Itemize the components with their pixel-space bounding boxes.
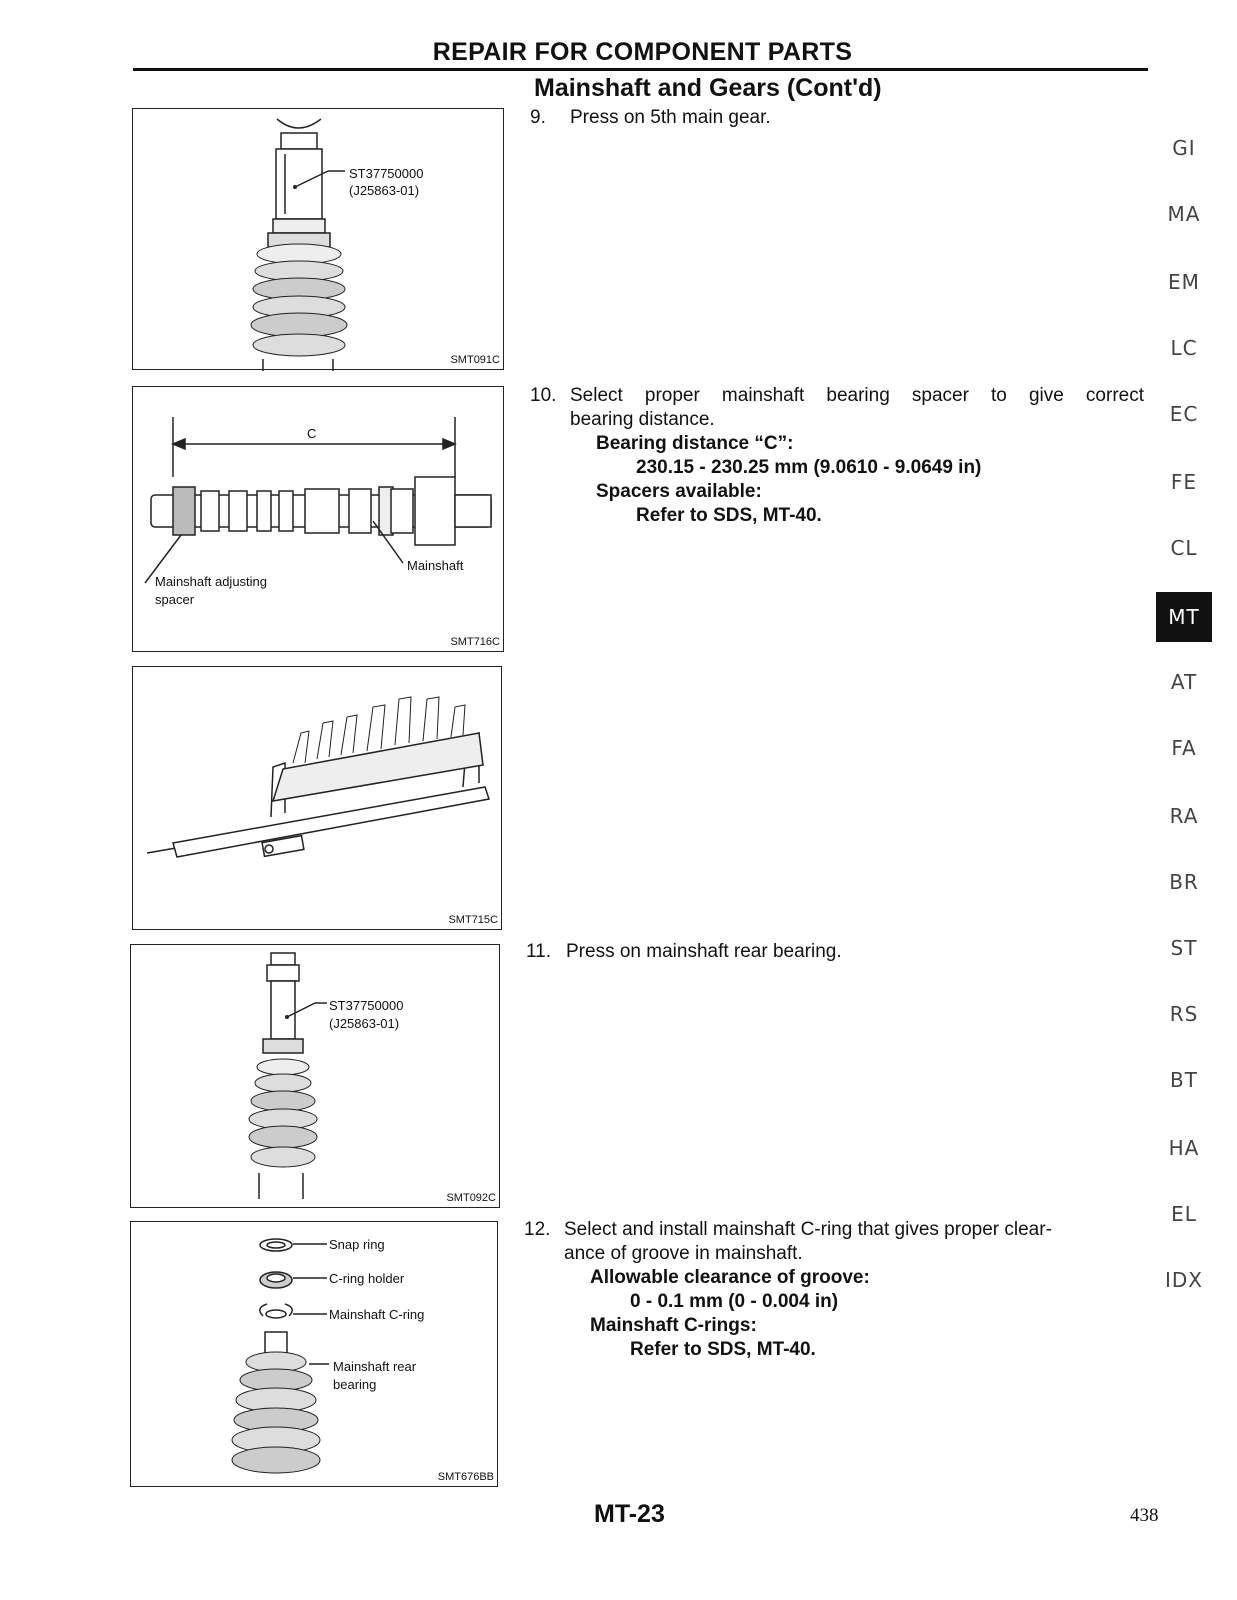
step-text-line2: ance of groove in mainshaft. xyxy=(564,1243,803,1264)
figure-code: SMT092C xyxy=(446,1192,496,1204)
tool-number-label: ST37750000 xyxy=(329,998,404,1013)
bearing-distance-label: Bearing distance “C”: xyxy=(596,433,794,454)
snap-ring-label: Snap ring xyxy=(329,1237,385,1252)
c-ring-exploded-illustration xyxy=(131,1222,499,1488)
side-tab-gi[interactable]: GI xyxy=(1172,136,1196,160)
press-tool-illustration xyxy=(133,109,505,371)
adjusting-spacer-label: Mainshaft adjusting xyxy=(155,574,268,589)
spacers-available-value: Refer to SDS, MT-40. xyxy=(636,505,822,526)
figure-code: SMT091C xyxy=(450,354,500,366)
figure-press-rear-bearing xyxy=(130,944,500,1208)
figure-code: SMT715C xyxy=(448,914,498,926)
bearing-distance-value: 230.15 - 230.25 mm (9.0610 - 9.0649 in) xyxy=(636,457,982,478)
press-rear-bearing-illustration xyxy=(131,945,501,1209)
side-tab-ra[interactable]: RA xyxy=(1169,804,1199,828)
figure-code: SMT716C xyxy=(450,636,500,648)
step-text-line2: bearing distance. xyxy=(570,409,715,430)
header-rule xyxy=(133,68,1148,71)
page-label: MT-23 xyxy=(594,1500,665,1528)
step-text-line1: Select proper mainshaft bearing spacer to give correct xyxy=(570,385,1144,406)
figure-press-5th-gear xyxy=(132,108,504,370)
c-ring-holder-label: C-ring holder xyxy=(329,1271,405,1286)
mainshaft-diagram xyxy=(133,387,505,653)
rear-bearing-label-line2: bearing xyxy=(333,1377,377,1392)
adjusting-spacer-label-line2: spacer xyxy=(155,592,195,607)
tool-number-label: ST37750000 xyxy=(349,166,424,181)
step-text-line1: Select and install mainshaft C-ring that gives proper clear- xyxy=(564,1219,1052,1240)
allowable-clearance-label: Allowable clearance of groove: xyxy=(590,1267,870,1288)
allowable-clearance-value: 0 - 0.1 mm (0 - 0.004 in) xyxy=(630,1291,839,1312)
c-rings-label: Mainshaft C-rings: xyxy=(590,1315,757,1336)
tool-number-alt-label: (J25863-01) xyxy=(349,183,420,198)
side-tab-st[interactable]: ST xyxy=(1170,936,1198,960)
side-tab-bt[interactable]: BT xyxy=(1170,1068,1198,1092)
figure-code: SMT676BB xyxy=(437,1471,494,1483)
side-tab-br[interactable]: BR xyxy=(1169,870,1199,894)
side-tab-fa[interactable]: FA xyxy=(1171,736,1197,760)
side-tab-ma[interactable]: MA xyxy=(1167,202,1201,226)
distance-c-label: C xyxy=(307,426,317,441)
side-tab-at[interactable]: AT xyxy=(1170,670,1198,694)
step-number: 11. xyxy=(526,941,552,962)
side-tab-el[interactable]: EL xyxy=(1171,1202,1197,1226)
spacers-available-label: Spacers available: xyxy=(596,481,762,502)
section-title: Mainshaft and Gears (Cont'd) xyxy=(534,74,882,102)
step-number: 9. xyxy=(530,107,546,128)
step-text: Press on mainshaft rear bearing. xyxy=(566,941,842,962)
figure-bearing-distance xyxy=(132,386,504,652)
side-tab-ha[interactable]: HA xyxy=(1168,1136,1200,1160)
side-tab-rs[interactable]: RS xyxy=(1169,1002,1199,1026)
side-tab-idx[interactable]: IDX xyxy=(1165,1268,1203,1292)
figure-measure-calipers xyxy=(132,666,502,930)
step-number: 12. xyxy=(524,1219,551,1240)
side-tab-em[interactable]: EM xyxy=(1168,270,1200,294)
side-tab-ec[interactable]: EC xyxy=(1169,402,1199,426)
step-text: Press on 5th main gear. xyxy=(570,107,771,128)
side-tab-lc[interactable]: LC xyxy=(1170,336,1198,360)
caliper-measurement-illustration xyxy=(133,667,503,931)
side-tab-fe[interactable]: FE xyxy=(1170,470,1198,494)
figure-c-ring-exploded xyxy=(130,1221,498,1487)
tool-number-alt-label: (J25863-01) xyxy=(329,1016,400,1031)
step-number: 10. xyxy=(530,385,557,406)
rear-bearing-label: Mainshaft rear xyxy=(333,1359,417,1374)
side-tab-mt-active[interactable]: MT xyxy=(1156,592,1212,642)
page-header-title: REPAIR FOR COMPONENT PARTS xyxy=(432,38,853,66)
side-tab-cl[interactable]: CL xyxy=(1170,536,1198,560)
mainshaft-c-ring-label: Mainshaft C-ring xyxy=(329,1307,425,1322)
page-number: 438 xyxy=(1130,1505,1159,1526)
mainshaft-label: Mainshaft xyxy=(407,558,464,573)
c-rings-value: Refer to SDS, MT-40. xyxy=(630,1339,816,1360)
